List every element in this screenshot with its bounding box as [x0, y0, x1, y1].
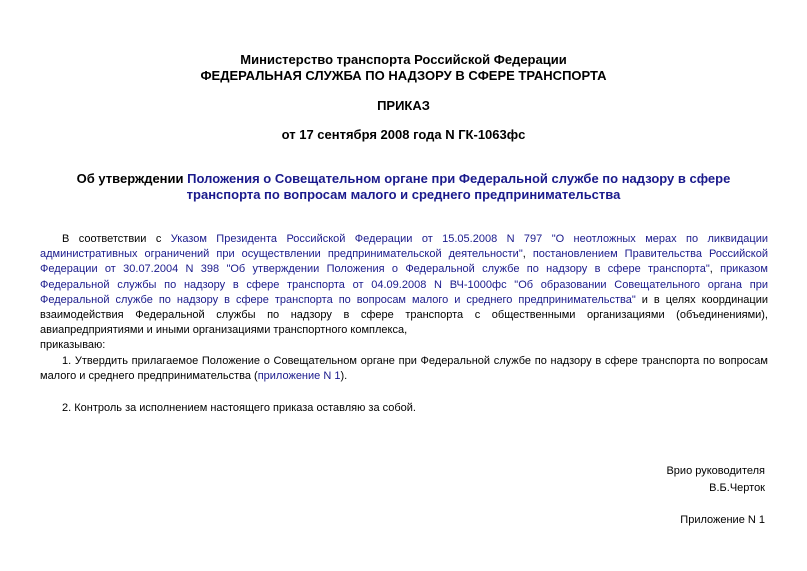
preamble-text-1: В соответствии с	[62, 233, 171, 245]
order-word: приказываю:	[40, 339, 106, 351]
preamble-paragraph	[40, 232, 768, 338]
document-subject	[62, 171, 745, 203]
appendix-label: Приложение N 1	[680, 514, 765, 526]
decree-link[interactable]: Указом Президента Российской Федерации от 15.05.2008 N 797 "О неотложных мерах по ликвидации административных ограничений при осуществлении предпринимательской деятельности"	[40, 233, 768, 261]
service-name: ФЕДЕРАЛЬНАЯ СЛУЖБА ПО НАДЗОРУ В СФЕРЕ ТРАНСПОРТА	[200, 68, 607, 83]
preamble-text-3: ,	[709, 263, 721, 276]
signatory-position: Врио руководителя	[666, 465, 765, 477]
preamble-text-2: ,	[522, 248, 533, 261]
appendix-link[interactable]: приложение N 1	[257, 370, 341, 383]
subject-link[interactable]: Положения о Совещательном органе при Федеральной службе по надзору в сфере транспорта по вопросам малого и среднего предпринимательства	[186, 171, 731, 202]
order-item-2: 2. Контроль за исполнением настоящего приказа оставляю за собой.	[62, 402, 416, 414]
subject-prefix: Об утверждении	[76, 171, 188, 186]
government-resolution-link[interactable]: постановлением Правительства Российской Федерации от 30.07.2004 N 398 "Об утверждении Положения о Федеральной службе по надзору в сфере транспорта"	[40, 248, 768, 276]
signatory-name: В.Б.Черток	[709, 482, 765, 494]
preamble-text-4: и в целях координации взаимодействия Федеральной службы по надзору в сфере транспорта с общественными организациями (объединениями), авиапредприятиями и иными организациями транспортного комплекса,	[40, 293, 768, 337]
item1-text: 1. Утвердить прилагаемое Положение о Совещательном органе при Федеральной службе по надзору в сфере транспорта по вопросам малого и среднего предпринимательства (	[40, 355, 768, 383]
order-item-1	[40, 354, 768, 384]
document-date-number: от 17 сентября 2008 года N ГК-1063фс	[281, 127, 526, 142]
service-order-link[interactable]: приказом Федеральной службы по надзору в сфере транспорта от 04.09.2008 N ВЧ-1000фс "Об образовании Совещательного органа при Федеральной службе по надзору в сфере транспорта по вопросам малого и среднего предпринимательства"	[40, 263, 768, 306]
ministry-name: Министерство транспорта Российской Федерации	[240, 52, 567, 67]
item1-end: ).	[340, 370, 348, 383]
document-type: ПРИКАЗ	[377, 98, 430, 113]
